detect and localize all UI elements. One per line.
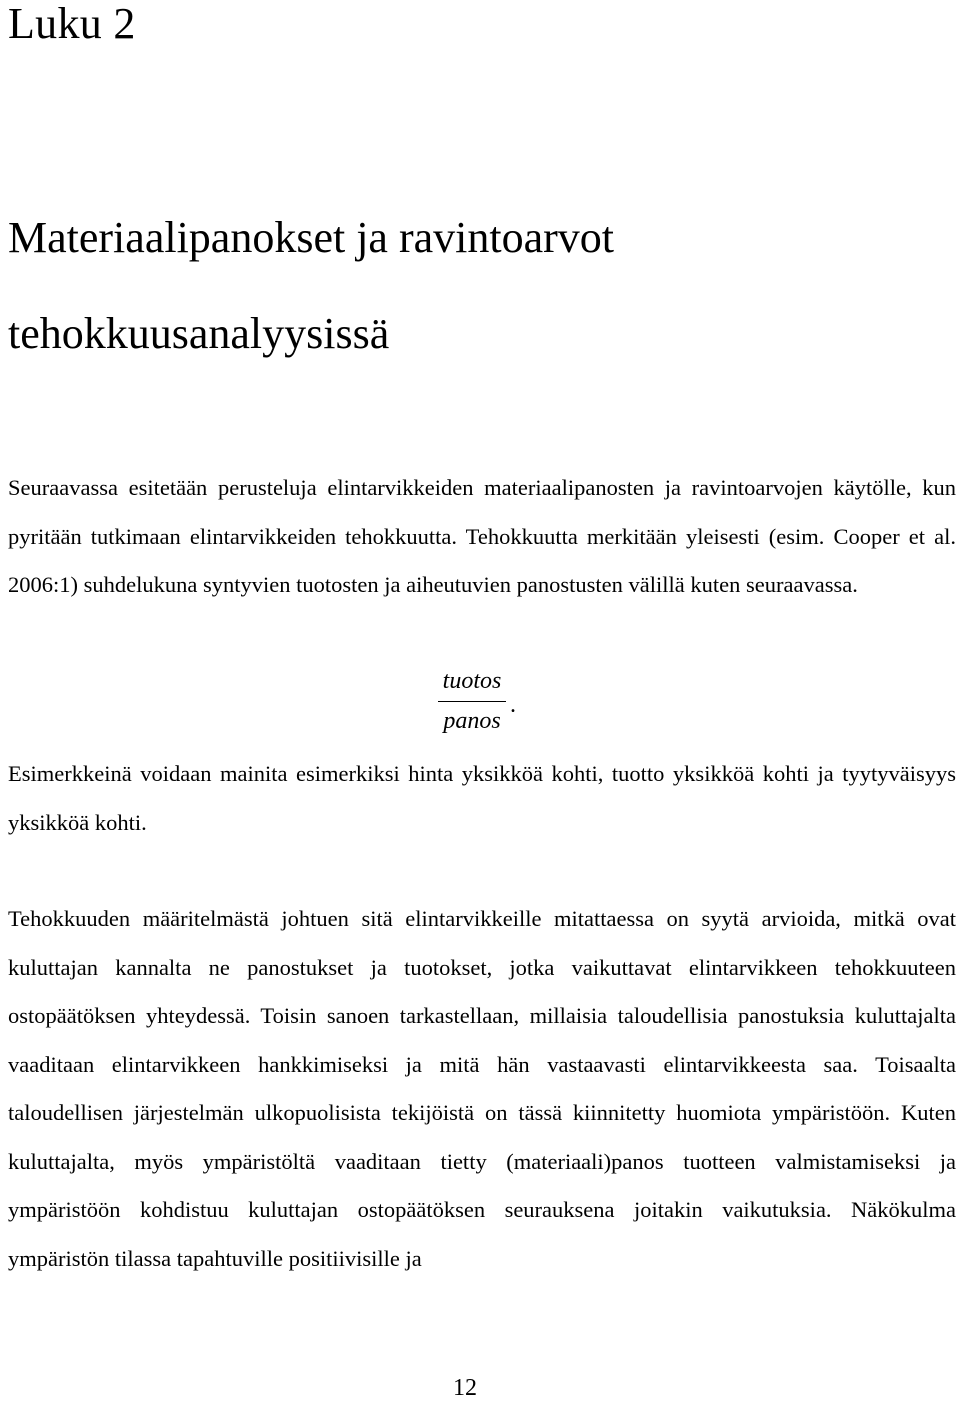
fraction-bar [438,701,506,702]
paragraph-examples: Esimerkkeinä voidaan mainita esimerkiksi hinta yksikköä kohti, tuotto yksikköä kohti ja tyytyväisyys yksikköä kohti. [8,761,956,835]
chapter-label: Luku 2 [8,0,136,48]
page-number: 12 [453,1375,477,1401]
formula-denominator: panos [443,708,501,734]
paragraph-definition: Tehokkuuden määritelmästä johtuen sitä elintarvikkeille mitattaessa on syytä arvioida, mitkä ovat kuluttajan kannalta ne panostukset ja tuotokset, jotka vaikuttavat elintarvikkeen tehokkuuteen ostopäätöksen yhteydessä. Toisin sanoen tarkastellaan, millaisia taloudellisia panostuksia kuluttajalta vaaditaan elintarvikkeen hankkimiseksi ja mitä hän vastaavasti elintarvikkeesta saa. Toisaalta taloudellisen järjestelmän ulkopuolisista tekijöistä on tässä kiinnitetty huomiota ympäristöön. Kuten kuluttajalta, myös ympäristöltä vaaditaan tietty (materiaali)panos tuotteen valmistamiseksi ja ympäristöön kohdistuu kuluttajan ostopäätöksen seurauksena joitakin vaikutuksia. Näkökulma ympäristön tilassa tapahtuville positiivisille ja [8,906,956,1271]
chapter-title-line-2: tehokkuusanalyysissä [8,309,390,358]
chapter-title-line-1: Materiaalipanokset ja ravintoarvot [8,213,614,262]
formula-period: . [510,692,516,718]
formula-numerator: tuotos [442,668,502,694]
paragraph-intro: Seuraavassa esitetään perusteluja elintarvikkeiden materiaalipanosten ja ravintoarvojen käytölle, kun pyritään tutkimaan elintarvikkeiden tehokkuutta. Tehokkuutta merkitään yleisesti (esim. Cooper et al. 2006:1) suhdelukuna syntyvien tuotosten ja aiheutuvien panostusten välillä kuten seuraavassa. [8,475,956,597]
chapter-title [8,190,614,382]
